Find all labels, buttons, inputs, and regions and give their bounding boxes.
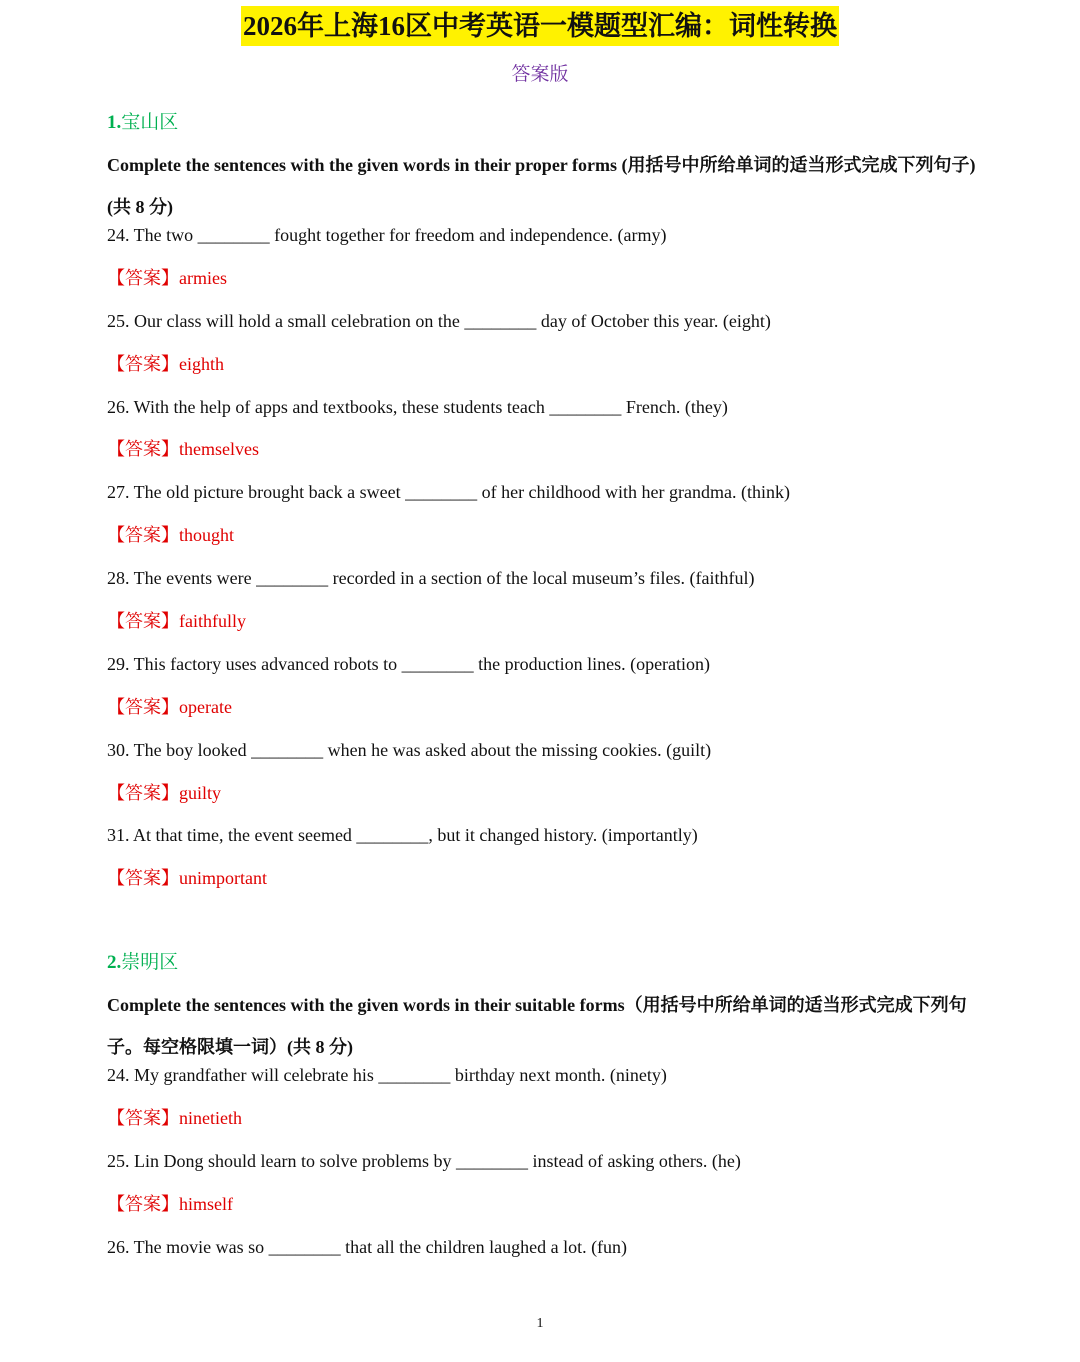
question: 24. The two ________ fought together for freedom and independence. (army) bbox=[107, 225, 667, 245]
section-heading bbox=[107, 110, 990, 136]
question: 31. At that time, the event seemed ________, but it changed history. (importantly) bbox=[107, 825, 698, 846]
answer-line bbox=[107, 265, 990, 291]
answer-tag: 【答案】 bbox=[107, 525, 179, 546]
section-number: 1. bbox=[107, 112, 122, 133]
question: 29. This factory uses advanced robots to ________ the production lines. (operation) bbox=[107, 653, 711, 674]
answer-line bbox=[107, 436, 990, 462]
title-container bbox=[0, 6, 1080, 46]
answer-tag: 【答案】 bbox=[107, 611, 179, 632]
section-instruction: Complete the sentences with the given words in their suitable forms（用括号中所给单词的适当形式完成下列句子。每空格限填一词）(共 8 分) bbox=[107, 995, 967, 1058]
answer-text: guilty bbox=[179, 782, 222, 803]
document-body bbox=[107, 110, 990, 1277]
question: 30. The boy looked ________ when he was asked about the missing cookies. (guilt) bbox=[107, 739, 712, 760]
answer-tag: 【答案】 bbox=[107, 696, 179, 717]
answer-text: ninetieth bbox=[179, 1108, 242, 1129]
document-subtitle: 答案版 bbox=[511, 64, 569, 85]
section-instruction: Complete the sentences with the given words in their proper forms (用括号中所给单词的适当形式完成下列句子) (共 8 分) bbox=[107, 155, 976, 217]
question: 24. My grandfather will celebrate his ________ birthday next month. (ninety) bbox=[107, 1065, 667, 1086]
answer-line bbox=[107, 1105, 990, 1131]
answer-tag: 【答案】 bbox=[107, 353, 179, 374]
answer-text: faithfully bbox=[179, 611, 246, 632]
answer-line bbox=[107, 608, 990, 634]
question: 27. The old picture brought back a sweet ________ of her childhood with her grandma. (think) bbox=[107, 482, 790, 503]
section-heading bbox=[107, 950, 990, 976]
section-district: 崇明区 bbox=[121, 952, 179, 974]
question: 26. With the help of apps and textbooks, these students teach ________ French. (they) bbox=[107, 396, 728, 417]
answer-line bbox=[107, 522, 990, 548]
answer-text: himself bbox=[179, 1193, 233, 1214]
answer-text: unimportant bbox=[179, 868, 267, 889]
section-spacer bbox=[107, 908, 990, 950]
question: 26. The movie was so ________ that all the children laughed a lot. (fun) bbox=[107, 1236, 628, 1257]
section-district: 宝山区 bbox=[121, 112, 179, 133]
answer-line bbox=[107, 780, 990, 806]
page-number: 1 bbox=[536, 1316, 544, 1331]
answer-tag: 【答案】 bbox=[107, 439, 179, 460]
answer-line bbox=[107, 351, 990, 377]
answer-tag: 【答案】 bbox=[107, 1108, 179, 1129]
question: 25. Our class will hold a small celebration on the ________ day of October this year. (eight) bbox=[107, 310, 771, 331]
answer-text: operate bbox=[179, 696, 232, 717]
answer-tag: 【答案】 bbox=[107, 782, 179, 803]
answer-tag: 【答案】 bbox=[107, 1193, 179, 1214]
answer-line bbox=[107, 694, 990, 720]
answer-text: thought bbox=[179, 525, 235, 546]
answer-tag: 【答案】 bbox=[107, 868, 179, 889]
question: 28. The events were ________ recorded in a section of the local museum’s files. (faithful) bbox=[107, 568, 755, 589]
question: 25. Lin Dong should learn to solve problems by ________ instead of asking others. (he) bbox=[107, 1151, 741, 1172]
answer-text: themselves bbox=[179, 439, 259, 460]
answer-text: armies bbox=[179, 267, 227, 288]
answer-tag: 【答案】 bbox=[107, 267, 179, 288]
answer-line bbox=[107, 865, 990, 891]
answer-line bbox=[107, 1191, 990, 1217]
document-title: 2026年上海16区中考英语一模题型汇编：词性转换 bbox=[241, 6, 839, 46]
answer-text: eighth bbox=[179, 353, 224, 374]
section-number: 2. bbox=[107, 952, 122, 974]
